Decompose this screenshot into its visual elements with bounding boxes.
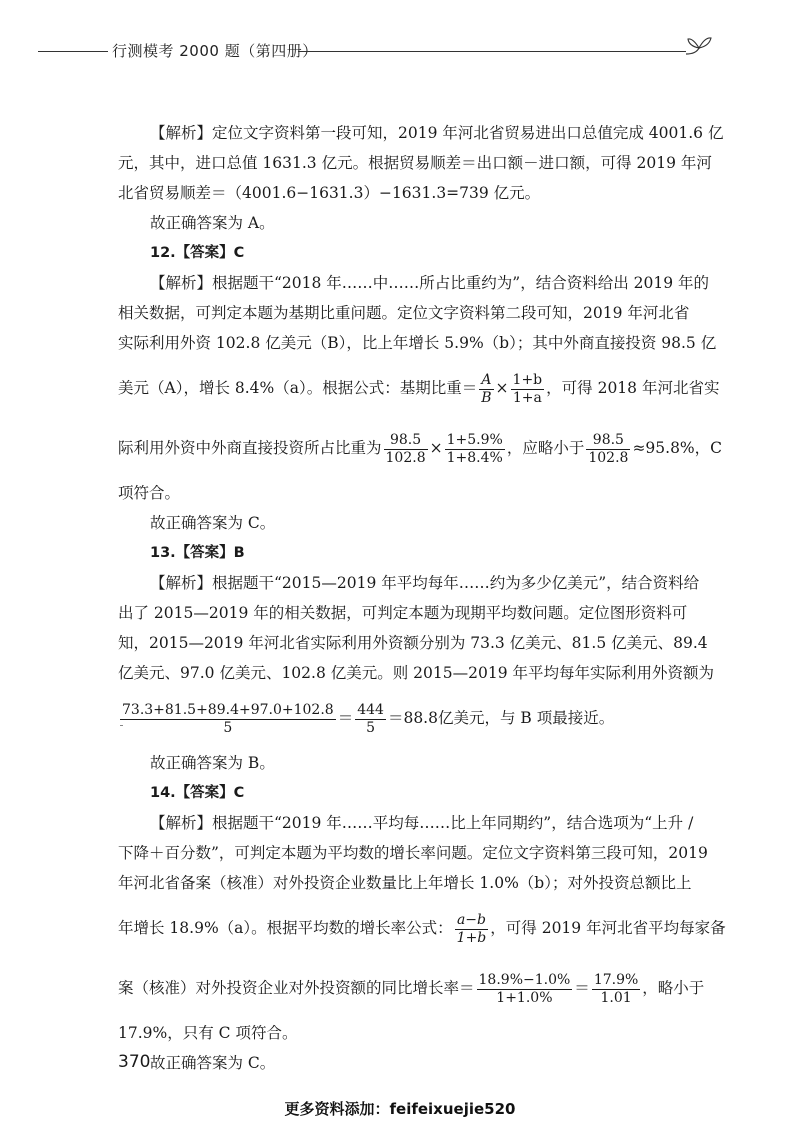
formula-line-average xyxy=(118,688,718,748)
book-title: 行测模考 2000 题（第四册） xyxy=(112,42,318,60)
header-rule-left xyxy=(38,51,108,52)
formula-trail-text: ，略小于 xyxy=(642,979,705,997)
formula-lead-text: 案（核准）对外投资企业对外投资额的同比增长率＝ xyxy=(118,979,475,997)
answer-heading-12: 12.【答案】C xyxy=(150,245,245,261)
paragraph-line: 知，2015—2019 年河北省实际利用外资额分别为 73.3 亿美元、81.5 亿美元、89.4 xyxy=(118,634,708,652)
paragraph-line: 北省贸易顺差＝（4001.6−1631.3）−1631.3=739 亿元。 xyxy=(118,184,541,202)
formula-line-base-ratio xyxy=(118,358,718,418)
sprout-icon xyxy=(684,32,714,58)
paragraph-line: 【解析】根据题干“2015—2019 年平均每年……约为多少亿美元”，结合资料给 xyxy=(150,574,700,592)
answer-conclusion: 故正确答案为 A。 xyxy=(150,214,275,232)
header-rule-right xyxy=(298,51,686,52)
scan-speck xyxy=(120,725,123,726)
answer-heading-14: 14.【答案】C xyxy=(150,785,245,801)
times-sign: × xyxy=(429,439,443,457)
formula-line-avg-growth xyxy=(118,898,726,958)
fraction-avg-growth: $\frac{a-b}{1+b}$ xyxy=(456,912,487,946)
equals-sign: ＝ xyxy=(337,709,354,727)
fraction-sum-over-five: $\frac{73.3+81.5+89.4+97.0+102.8}{5}$ xyxy=(122,702,334,736)
fraction-growth: $\frac{1+b}{1+a}$ xyxy=(512,372,543,406)
formula-lead-text: 际利用外资中外商直接投资所占比重为 xyxy=(118,439,382,457)
page-number: 370 xyxy=(118,1052,151,1072)
paragraph-line: 【解析】定位文字资料第一段可知，2019 年河北省贸易进出口总值完成 4001.6 亿 xyxy=(150,124,724,142)
paragraph-line: 出了 2015—2019 年的相关数据，可判定本题为现期平均数问题。定位图形资料可 xyxy=(118,604,688,622)
times-sign: × xyxy=(495,379,509,397)
paragraph-line: 元，其中，进口总值 1631.3 亿元。根据贸易顺差＝出口额－进口额，可得 2019 年河 xyxy=(118,154,712,172)
fraction-estimate: $\frac{98.5}{102.8}$ xyxy=(588,432,629,466)
answer-heading-13: 13.【答案】B xyxy=(150,545,245,561)
paragraph-line: 亿美元、97.0 亿美元、102.8 亿美元。则 2015—2019 年平均每年实际利用外资额为 xyxy=(118,664,714,682)
formula-trail-text: ≈95.8%，C xyxy=(632,439,723,457)
formula-line-share xyxy=(118,418,723,478)
paragraph-line: 年河北省备案（核准）对外投资企业数量比上年增长 1.0%（b）；对外投资总额比上 xyxy=(118,874,692,892)
fraction-yoy-growth: $\frac{18.9\%-1.0\%}{1+1.0\%}$ xyxy=(478,972,571,1006)
formula-mid-text: ，应略小于 xyxy=(506,439,585,457)
formula-trail-text: ＝88.8亿美元，与 B 项最接近。 xyxy=(387,709,615,727)
formula-lead-text: 年增长 18.9%（a）。根据平均数的增长率公式： xyxy=(118,919,453,937)
answer-conclusion: 故正确答案为 B。 xyxy=(150,754,275,772)
fraction-share: $\frac{98.5}{102.8}$ xyxy=(385,432,426,466)
fraction-a-over-b: $\frac{A}{B}$ xyxy=(481,372,492,406)
footer-contact-note: 更多资料添加：feifeixuejie520 xyxy=(284,1100,516,1118)
equals-sign: ＝ xyxy=(574,979,590,997)
page-body xyxy=(118,118,726,1078)
paragraph-line: 【解析】根据题干“2019 年……平均每……比上年同期约”，结合选项为“上升 / xyxy=(150,814,694,832)
fraction-444-over-five: $\frac{444}{5}$ xyxy=(357,702,384,736)
formula-trail-text: ，可得 2018 年河北省实 xyxy=(546,379,720,397)
answer-conclusion: 故正确答案为 C。 xyxy=(150,1054,276,1072)
paragraph-line: 17.9%，只有 C 项符合。 xyxy=(118,1024,298,1042)
formula-trail-text: ，可得 2019 年河北省平均每家备 xyxy=(490,919,726,937)
paragraph-line: 【解析】根据题干“2018 年……中……所占比重约为”，结合资料给出 2019 年的 xyxy=(150,274,710,292)
formula-line-yoy xyxy=(118,958,718,1018)
fraction-growth: $\frac{1+5.9\%}{1+8.4\%}$ xyxy=(446,432,503,466)
paragraph-line: 项符合。 xyxy=(118,484,181,502)
formula-lead-text: 美元（A），增长 8.4%（a）。根据公式：基期比重＝ xyxy=(118,379,478,397)
paragraph-line: 实际利用外资 102.8 亿美元（B），比上年增长 5.9%（b）；其中外商直接投资 98.5 亿 xyxy=(118,334,717,352)
running-header xyxy=(0,30,800,70)
paragraph-line: 下降＋百分数”，可判定本题为平均数的增长率问题。定位文字资料第三段可知，2019 xyxy=(118,844,708,862)
answer-conclusion: 故正确答案为 C。 xyxy=(150,514,276,532)
fraction-simplified: $\frac{17.9\%}{1.01}$ xyxy=(593,972,639,1006)
paragraph-line: 相关数据，可判定本题为基期比重问题。定位文字资料第二段可知，2019 年河北省 xyxy=(118,304,690,322)
